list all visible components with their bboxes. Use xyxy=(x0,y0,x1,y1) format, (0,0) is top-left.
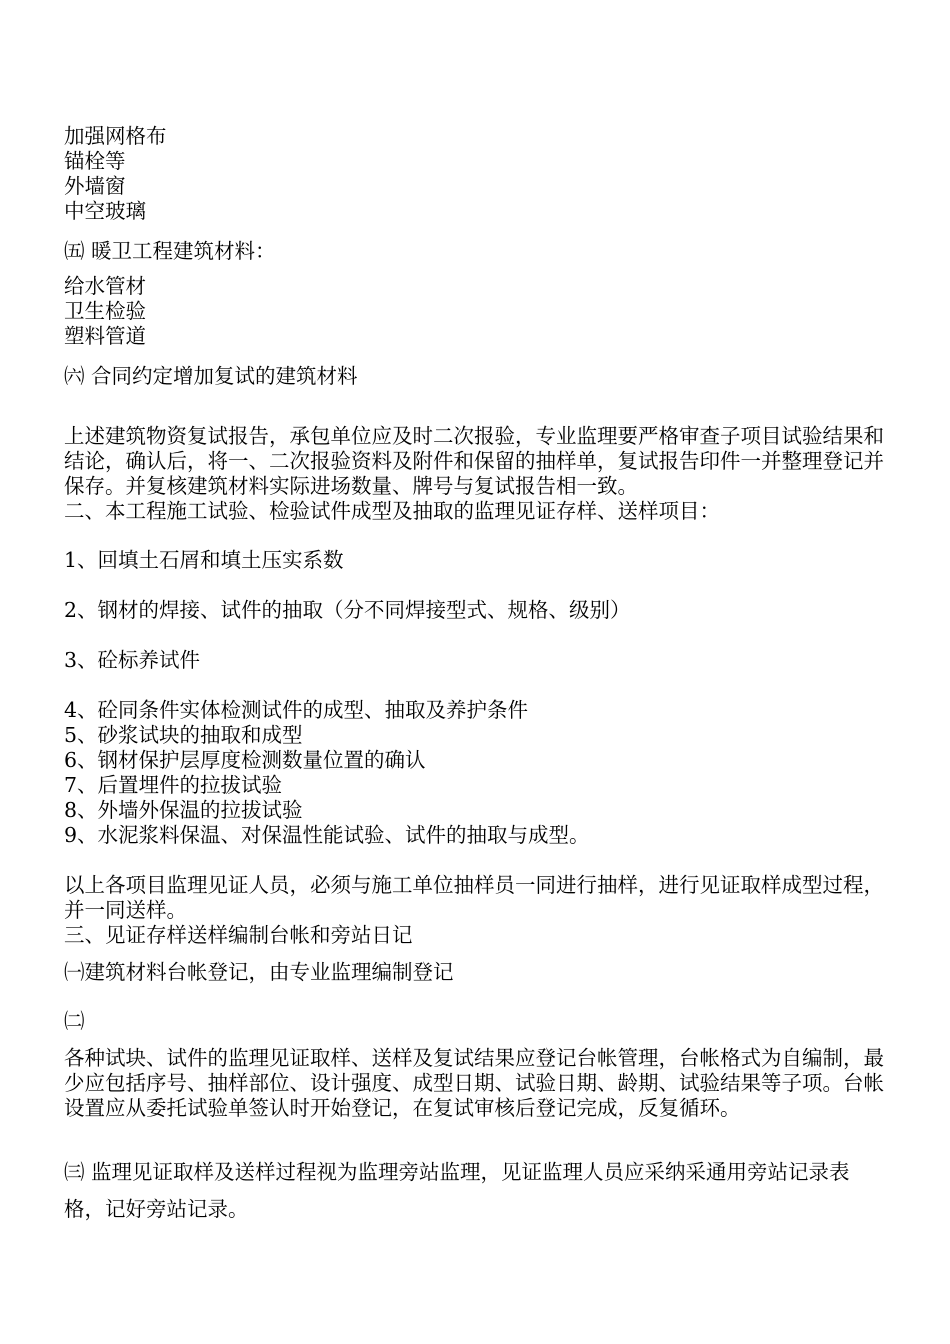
section-heading: 三、见证存样送样编制台帐和旁站日记 xyxy=(64,923,413,947)
list-item: 4、砼同条件实体检测试件的成型、抽取及养护条件 xyxy=(64,698,529,722)
list-item: 9、水泥浆料保温、对保温性能试验、试件的抽取与成型。 xyxy=(64,823,590,847)
material-item: 卫生检验 xyxy=(64,299,146,323)
sub-heading: ㈡ xyxy=(64,1009,85,1033)
list-item: 2、钢材的焊接、试件的抽取（分不同焊接型式、规格、级别） xyxy=(64,598,631,622)
list-item: 6、钢材保护层厚度检测数量位置的确认 xyxy=(64,748,426,772)
paragraph-ledger: 各种试块、试件的监理见证取样、送样及复试结果应登记台帐管理，台帐格式为自编制，最少应包括序号、抽样部位、设计强度、成型日期、试验日期、龄期、试验结果等子项。台帐设置应从委托试验单签认时开始登记，在复试审核后登记完成，反复循环。 xyxy=(64,1046,884,1120)
material-item: 加强网格布 xyxy=(64,124,167,148)
material-item: 外墙窗 xyxy=(64,174,126,198)
sub-heading: ㈠建筑材料台帐登记，由专业监理编制登记 xyxy=(64,960,454,984)
section-heading: ㈥ 合同约定增加复试的建筑材料 xyxy=(64,364,358,388)
list-item: 8、外墙外保温的拉拔试验 xyxy=(64,798,303,822)
paragraph-witness: 以上各项目监理见证人员，必须与施工单位抽样员一同进行抽样，进行见证取样成型过程，并一同送样。 xyxy=(64,873,884,922)
material-item: 塑料管道 xyxy=(64,324,146,348)
list-item: 5、砂浆试块的抽取和成型 xyxy=(64,723,303,747)
list-item: 1、回填土石屑和填土压实系数 xyxy=(64,548,344,572)
list-item: 7、后置埋件的拉拔试验 xyxy=(64,773,283,797)
paragraph-recheck: 上述建筑物资复试报告，承包单位应及时二次报验，专业监理要严格审查子项目试验结果和结论，确认后，将一、二次报验资料及附件和保留的抽样单，复试报告印件一并整理登记并保存。并复核建筑材料实际进场数量、牌号与复试报告相一致。 xyxy=(64,424,884,498)
section-heading: 二、本工程施工试验、检验试件成型及抽取的监理见证存样、送样项目： xyxy=(64,499,720,523)
paragraph-sub-3: ㈢ 监理见证取样及送样过程视为监理旁站监理，见证监理人员应采纳采通用旁站记录表格，记好旁站记录。 xyxy=(64,1160,850,1221)
section-heading: ㈤ 暖卫工程建筑材料： xyxy=(64,239,276,263)
material-item: 锚栓等 xyxy=(64,149,126,173)
list-item: 3、砼标养试件 xyxy=(64,648,201,672)
material-item: 中空玻璃 xyxy=(64,199,146,223)
material-item: 给水管材 xyxy=(64,274,146,298)
